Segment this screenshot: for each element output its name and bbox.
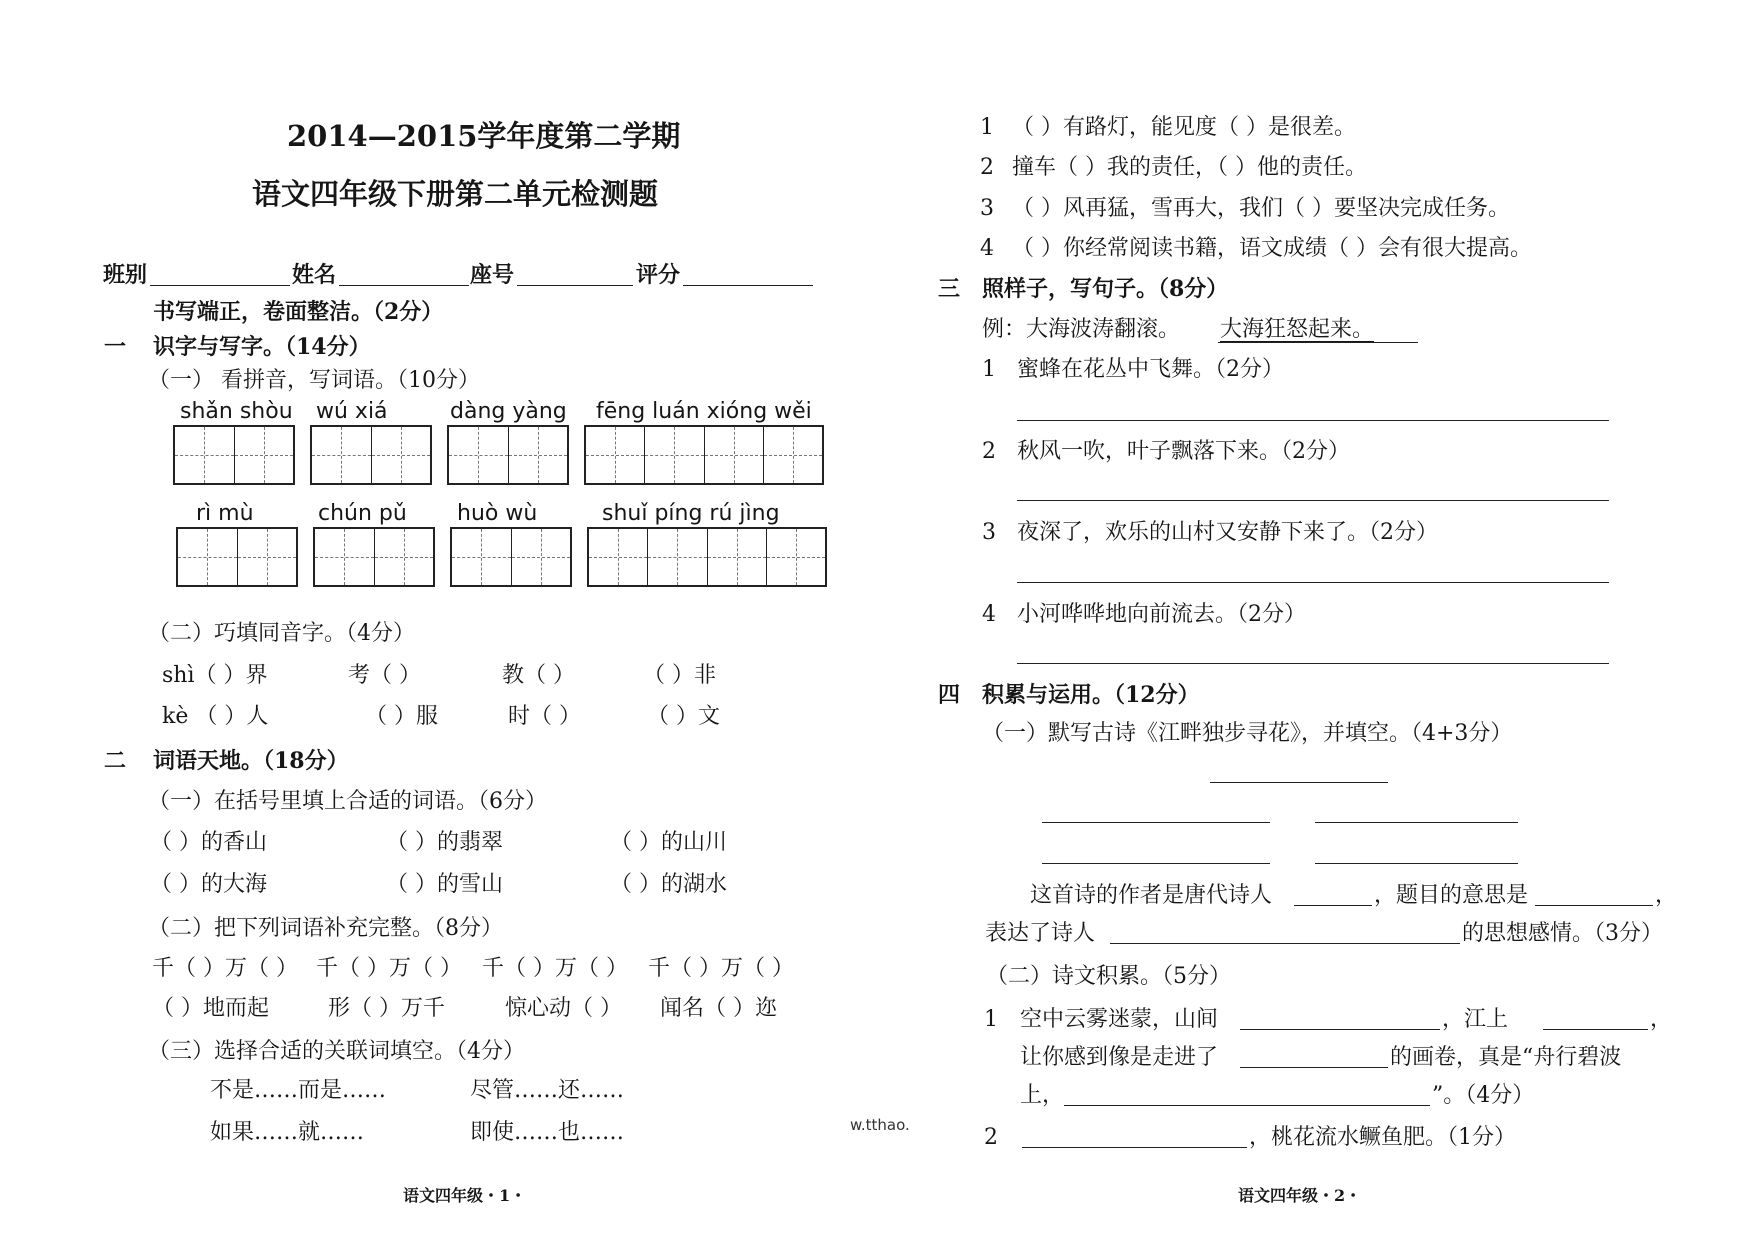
conjunction-question[interactable]: （ ）有路灯，能见度（ ）是很差。 <box>1012 115 1356 140</box>
poem-question-text: 这首诗的作者是唐代诗人 <box>1030 883 1273 908</box>
writing-grid[interactable] <box>173 425 295 485</box>
sentence-number: 1 <box>982 357 996 382</box>
idiom-blank[interactable]: 千（ ）万（ ） <box>152 956 298 981</box>
conjunction-question[interactable]: 撞车（ ）我的责任，（ ）他的责任。 <box>1012 155 1367 180</box>
homophone-blank[interactable]: 教（ ） <box>502 663 575 688</box>
poem-title-line[interactable] <box>1210 782 1388 783</box>
pinyin-label: shuǐ píng rú jìng <box>602 501 780 526</box>
answer-line[interactable] <box>1017 582 1609 583</box>
watermark-text: w.tthao. <box>850 1116 910 1134</box>
conjunction-option: 如果……就…… <box>210 1120 365 1145</box>
section-1-title: 识字与写字。（14分） <box>153 334 371 360</box>
section-2-1-title: （一）在括号里填上合适的词语。（6分） <box>148 789 547 814</box>
seat-label: 座号 <box>470 262 515 288</box>
sentence-prompt: 小河哗哗地向前流去。（2分） <box>1017 602 1306 627</box>
fill-word-blank[interactable]: （ ）的湖水 <box>610 872 727 897</box>
recitation-text: ， <box>1650 1007 1673 1032</box>
section-2-2-title: （二）把下列词语补充完整。（8分） <box>148 916 503 941</box>
fill-word-blank[interactable]: （ ）的翡翠 <box>386 830 503 855</box>
conjunction-option: 即使……也…… <box>470 1120 625 1145</box>
homophone-blank[interactable]: 考（ ） <box>348 663 421 688</box>
example-answer: 大海狂怒起来。 <box>1220 317 1375 342</box>
conjunction-question[interactable]: （ ）你经常阅读书籍，语文成绩（ ）会有很大提高。 <box>1012 236 1532 261</box>
pinyin-label: fēng luán xióng wěi <box>596 399 812 424</box>
idiom-blank[interactable]: 千（ ）万（ ） <box>482 956 628 981</box>
fill-word-blank[interactable]: （ ）的大海 <box>150 872 267 897</box>
idiom-blank[interactable]: 形（ ）万千 <box>328 996 445 1021</box>
idiom-blank[interactable]: （ ）地而起 <box>152 996 269 1021</box>
fill-word-blank[interactable]: （ ）的雪山 <box>386 872 503 897</box>
pinyin-label: dàng yàng <box>450 399 567 424</box>
section-1-2-title: （二）巧填同音字。（4分） <box>148 621 415 646</box>
writing-grid[interactable] <box>313 527 435 587</box>
recitation-text: 的画卷，真是“舟行碧波 <box>1390 1045 1622 1070</box>
writing-grid[interactable] <box>450 527 572 587</box>
exam-title-year: 2014—2015学年度第二学期 <box>287 119 681 153</box>
question-number: 2 <box>984 1125 998 1150</box>
sentence-prompt: 蜜蜂在花丛中飞舞。（2分） <box>1017 357 1284 382</box>
recitation-blank[interactable] <box>1064 1105 1430 1106</box>
writing-grid[interactable] <box>176 527 298 587</box>
pinyin-label: chún pǔ <box>318 501 407 526</box>
section-1-1-title: （一） 看拼音，写词语。（10分） <box>148 368 480 393</box>
conjunction-option: 不是……而是…… <box>210 1078 387 1103</box>
poem-line[interactable] <box>1315 863 1518 864</box>
pinyin-label: wú xiá <box>316 399 388 424</box>
seat-field[interactable] <box>517 285 633 286</box>
conjunction-question-number: 3 <box>980 196 994 221</box>
writing-grid[interactable] <box>310 425 432 485</box>
recitation-blank[interactable] <box>1240 1029 1440 1030</box>
fill-word-blank[interactable]: （ ）的香山 <box>150 830 267 855</box>
section-3-number: 三 <box>938 276 961 302</box>
feeling-blank[interactable] <box>1110 943 1460 944</box>
poet-blank[interactable] <box>1294 905 1372 906</box>
score-label: 评分 <box>636 262 681 288</box>
recitation-text: ”。（4分） <box>1432 1083 1535 1108</box>
section-4-1-title: （一）默写古诗《江畔独步寻花》，并填空。（4+3分） <box>982 721 1513 746</box>
sentence-prompt: 秋风一吹，叶子飘落下来。（2分） <box>1017 439 1350 464</box>
conjunction-question-number: 1 <box>980 115 994 140</box>
example-underline <box>1218 342 1418 343</box>
name-field[interactable] <box>339 285 469 286</box>
question-number: 1 <box>984 1007 998 1032</box>
recitation-blank[interactable] <box>1543 1029 1648 1030</box>
section-1-number: 一 <box>104 334 127 360</box>
conjunction-question[interactable]: （ ）风再猛，雪再大，我们（ ）要坚决完成任务。 <box>1012 196 1510 221</box>
homophone-blank[interactable]: （ ）文 <box>647 704 720 729</box>
exam-title-subject: 语文四年级下册第二单元检测题 <box>252 177 659 211</box>
class-label: 班别 <box>103 262 148 288</box>
poem-question-text: ，题目的意思是 <box>1374 883 1529 908</box>
page-footer-1: 语文四年级・1・ <box>403 1186 527 1205</box>
pinyin-label: shǎn shòu <box>180 399 293 424</box>
score-field[interactable] <box>683 285 813 286</box>
recitation-text: 空中云雾迷蒙，山间 <box>1020 1007 1219 1032</box>
homophone-blank[interactable]: （ ）非 <box>643 663 716 688</box>
answer-line[interactable] <box>1017 500 1609 501</box>
class-field[interactable] <box>150 285 290 286</box>
pinyin-label: huò wù <box>457 501 538 526</box>
sentence-prompt: 夜深了，欢乐的山村又安静下来了。（2分） <box>1017 520 1438 545</box>
idiom-blank[interactable]: 千（ ）万（ ） <box>316 956 462 981</box>
name-label: 姓名 <box>292 262 337 288</box>
writing-grid[interactable] <box>584 425 824 485</box>
example-sentence: 例：大海波涛翻滚。 <box>982 317 1181 342</box>
recitation-text: 上， <box>1020 1083 1065 1108</box>
page-footer-2: 语文四年级・2・ <box>1238 1186 1362 1205</box>
sentence-number: 4 <box>982 602 996 627</box>
fill-word-blank[interactable]: （ ）的山川 <box>610 830 727 855</box>
poem-line[interactable] <box>1042 863 1270 864</box>
homophone-blank[interactable]: （ ）服 <box>365 704 438 729</box>
section-2-3-title: （三）选择合适的关联词填空。（4分） <box>148 1039 525 1064</box>
title-meaning-blank[interactable] <box>1535 905 1653 906</box>
neat-writing-note: 书写端正，卷面整洁。（2分） <box>153 299 444 325</box>
answer-line[interactable] <box>1017 420 1609 421</box>
section-3-title: 照样子，写句子。（8分） <box>982 276 1229 302</box>
writing-grid[interactable] <box>587 527 827 587</box>
writing-grid[interactable] <box>447 425 569 485</box>
section-4-number: 四 <box>938 682 961 708</box>
poem-line[interactable] <box>1315 822 1518 823</box>
idiom-blank[interactable]: 千（ ）万（ ） <box>648 956 794 981</box>
idiom-blank[interactable]: 闻名（ ）迩 <box>660 996 777 1021</box>
section-2-title: 词语天地。（18分） <box>153 748 349 774</box>
poem-line[interactable] <box>1042 822 1270 823</box>
homophone-blank[interactable]: kè （ ）人 <box>162 704 269 729</box>
answer-line[interactable] <box>1017 663 1609 664</box>
section-4-title: 积累与运用。（12分） <box>982 682 1200 708</box>
conjunction-question-number: 2 <box>980 155 994 180</box>
homophone-blank[interactable]: 时（ ） <box>508 704 581 729</box>
poem-question-text: 表达了诗人 <box>985 921 1096 946</box>
homophone-blank[interactable]: shì（ ）界 <box>162 663 268 688</box>
idiom-blank[interactable]: 惊心动（ ） <box>505 996 622 1021</box>
recitation-blank[interactable] <box>1240 1067 1388 1068</box>
section-2-number: 二 <box>104 748 127 774</box>
recitation-text: 让你感到像是走进了 <box>1020 1045 1219 1070</box>
poem-question-text: ， <box>1655 883 1678 908</box>
pinyin-label: rì mù <box>196 501 254 526</box>
sentence-number: 3 <box>982 520 996 545</box>
conjunction-question-number: 4 <box>980 236 994 261</box>
recitation-text: ，江上 <box>1442 1007 1509 1032</box>
poem-question-text: 的思想感情。（3分） <box>1462 921 1663 946</box>
sentence-number: 2 <box>982 439 996 464</box>
recitation-blank[interactable] <box>1022 1147 1247 1148</box>
recitation-text: ，桃花流水鳜鱼肥。（1分） <box>1249 1125 1516 1150</box>
section-4-2-title: （二）诗文积累。（5分） <box>986 964 1231 989</box>
conjunction-option: 尽管……还…… <box>470 1078 625 1103</box>
